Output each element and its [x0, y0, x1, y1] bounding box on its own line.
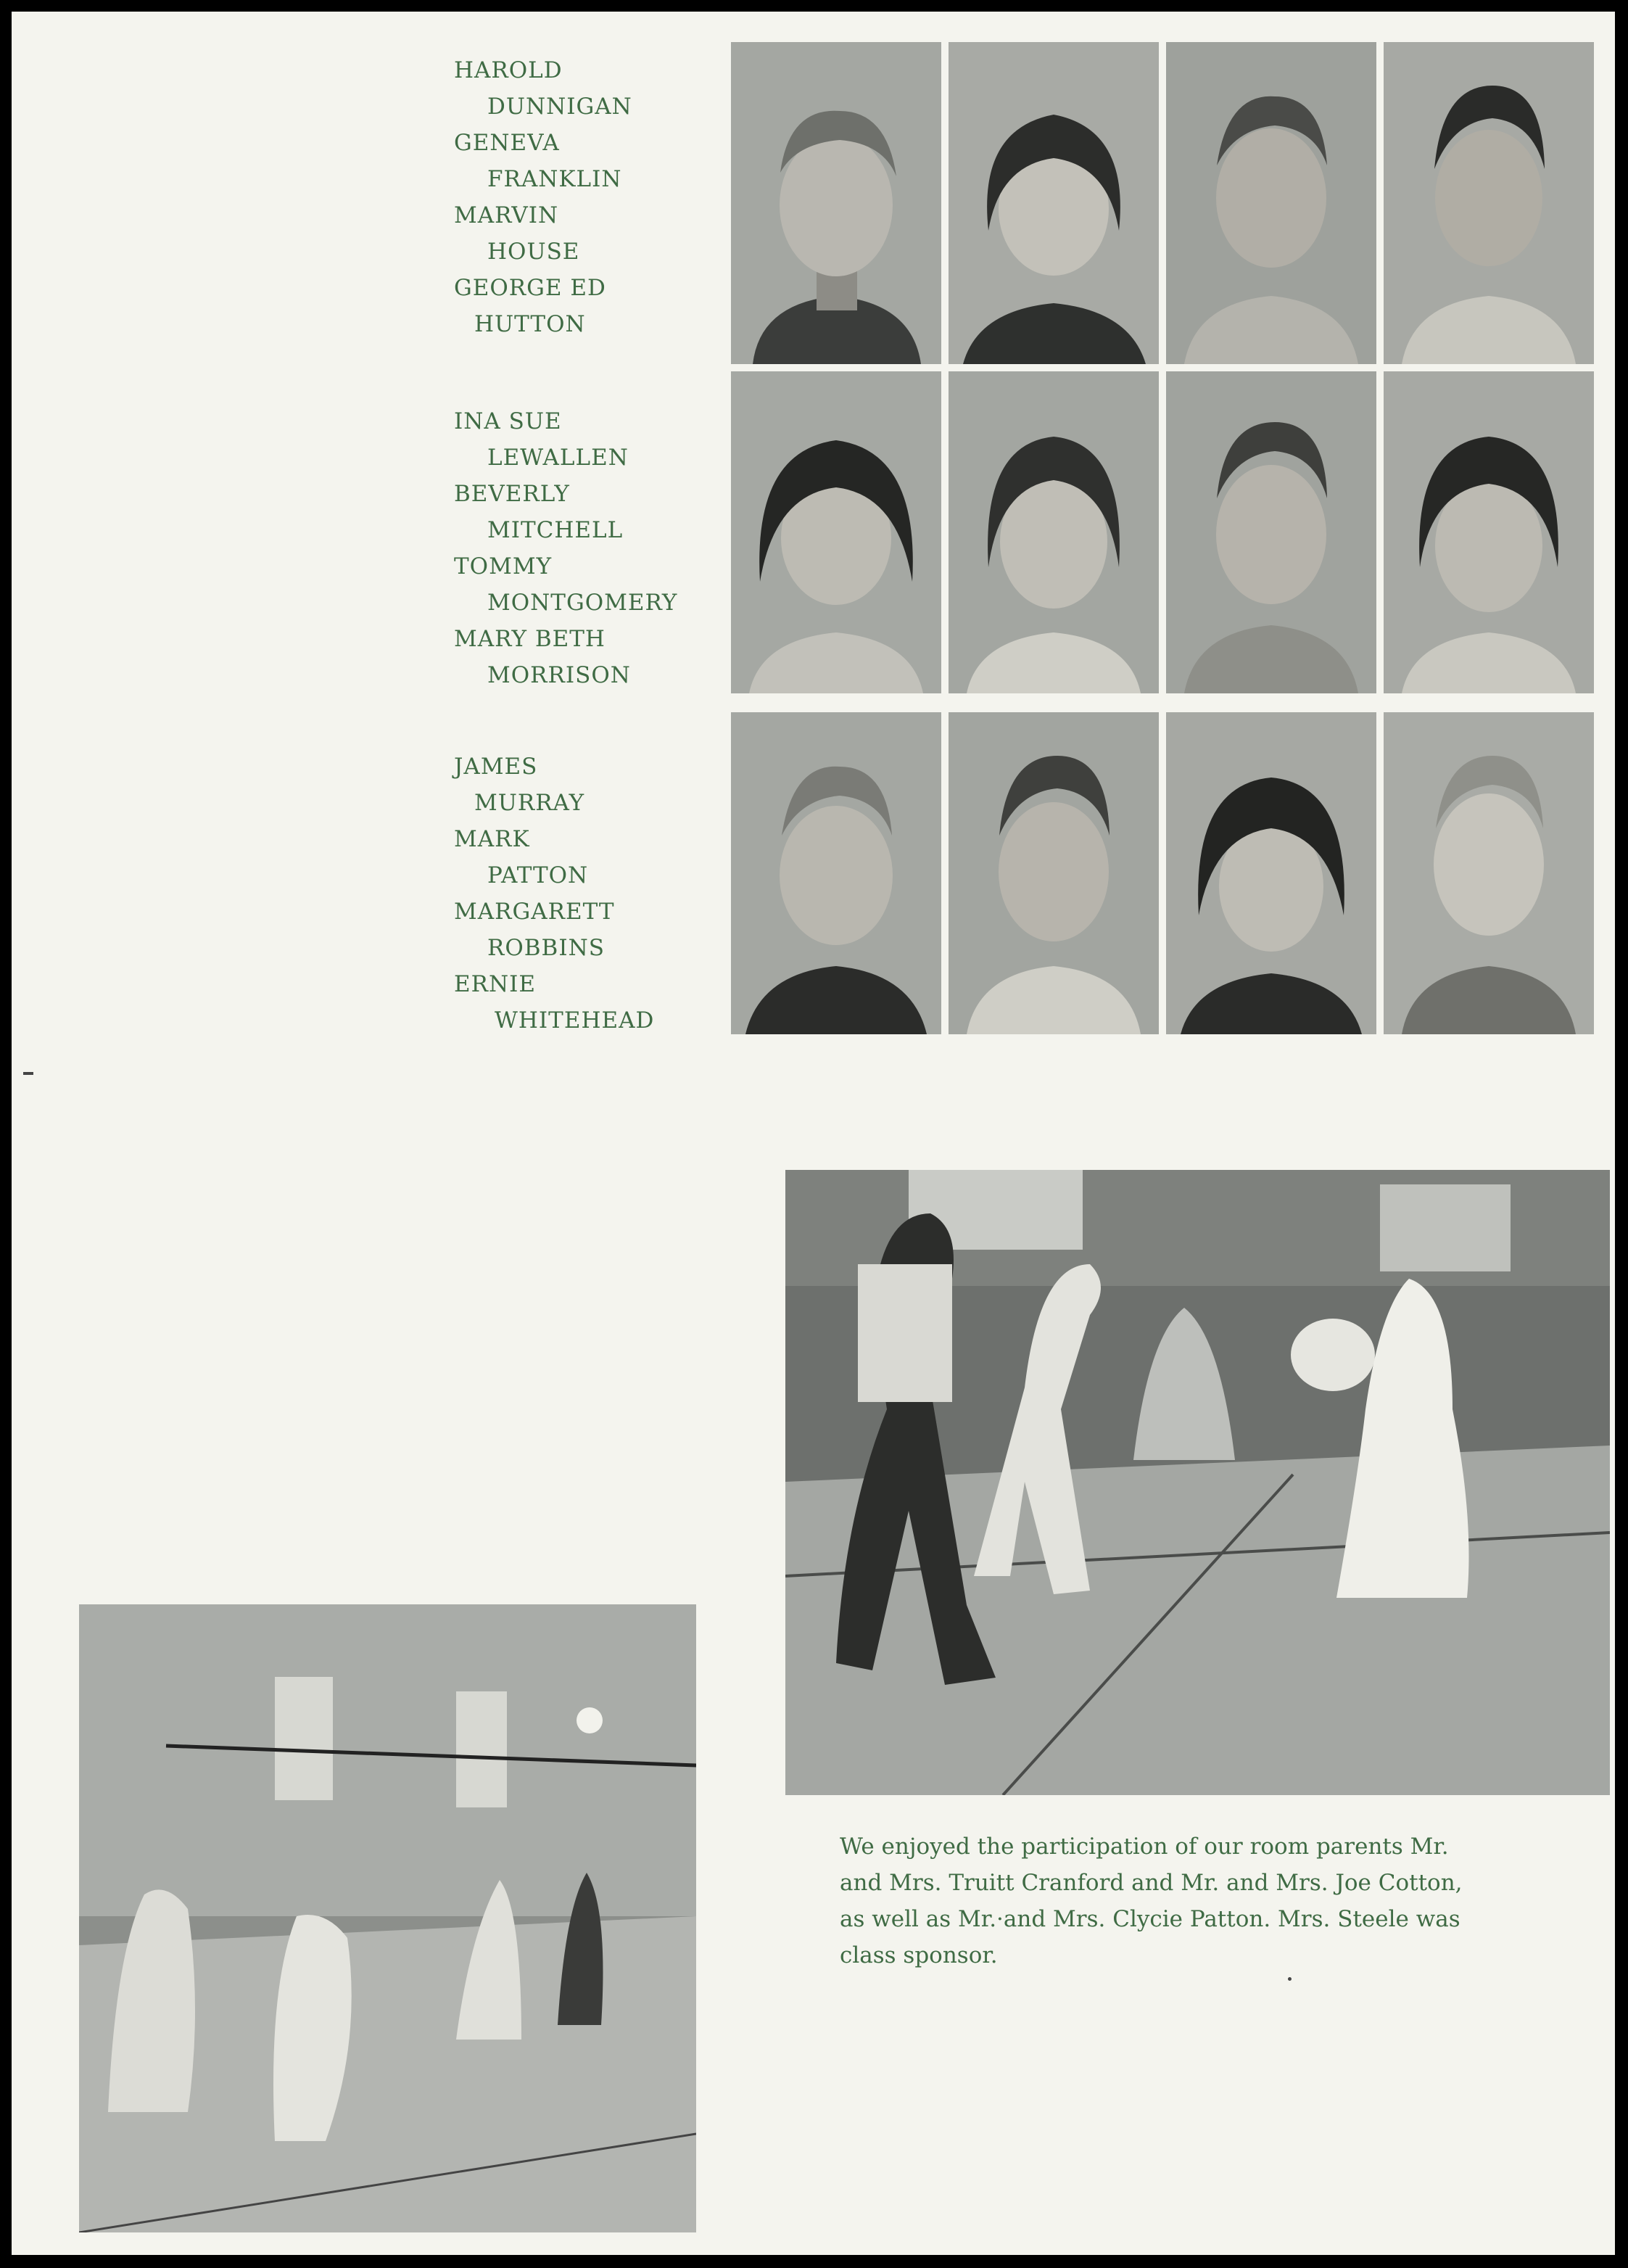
student-portrait: [1384, 42, 1594, 364]
student-name: GENEVA FRANKLIN: [454, 130, 622, 192]
student-portrait: [731, 42, 941, 364]
photo-caption: We enjoyed the participation of our room parents Mr. and Mrs. Truitt Cranford and Mr. and Mrs. Joe Cotton, as well as Mr.·and Mrs. Clycie Patton. Mrs. Steele was class sponsor.: [840, 1834, 1463, 1968]
student-portrait: [949, 371, 1159, 693]
student-name: BEVERLY MITCHELL: [454, 481, 624, 543]
print-speck: [1288, 1977, 1292, 1981]
student-portrait: [1166, 42, 1376, 364]
student-portrait: [949, 42, 1159, 364]
yearbook-page: [12, 12, 1615, 2255]
print-speck: [23, 1072, 33, 1075]
student-portrait: [1384, 712, 1594, 1034]
student-portrait: [1384, 371, 1594, 693]
student-name: JAMES MURRAY: [454, 754, 585, 816]
volleyball-photo: [79, 1604, 696, 2232]
student-name: GEORGE ED HUTTON: [454, 275, 606, 337]
student-portrait: [731, 371, 941, 693]
gym-activity-photo: [785, 1170, 1610, 1795]
student-name: MARK PATTON: [454, 826, 589, 888]
student-name: ERNIE WHITEHEAD: [454, 971, 655, 1034]
student-portrait: [949, 712, 1159, 1034]
portrait-grid: [731, 42, 1623, 1034]
student-name: MARVIN HOUSE: [454, 202, 580, 265]
student-name: HAROLD DUNNIGAN: [454, 57, 632, 120]
student-name: TOMMY MONTGOMERY: [454, 553, 678, 616]
student-portrait: [1166, 371, 1376, 693]
student-name: MARY BETH MORRISON: [454, 626, 631, 688]
student-portrait: [731, 712, 941, 1034]
student-name: INA SUE LEWALLEN: [454, 408, 629, 471]
student-portrait: [1166, 712, 1376, 1034]
student-name: MARGARETT ROBBINS: [454, 899, 615, 961]
